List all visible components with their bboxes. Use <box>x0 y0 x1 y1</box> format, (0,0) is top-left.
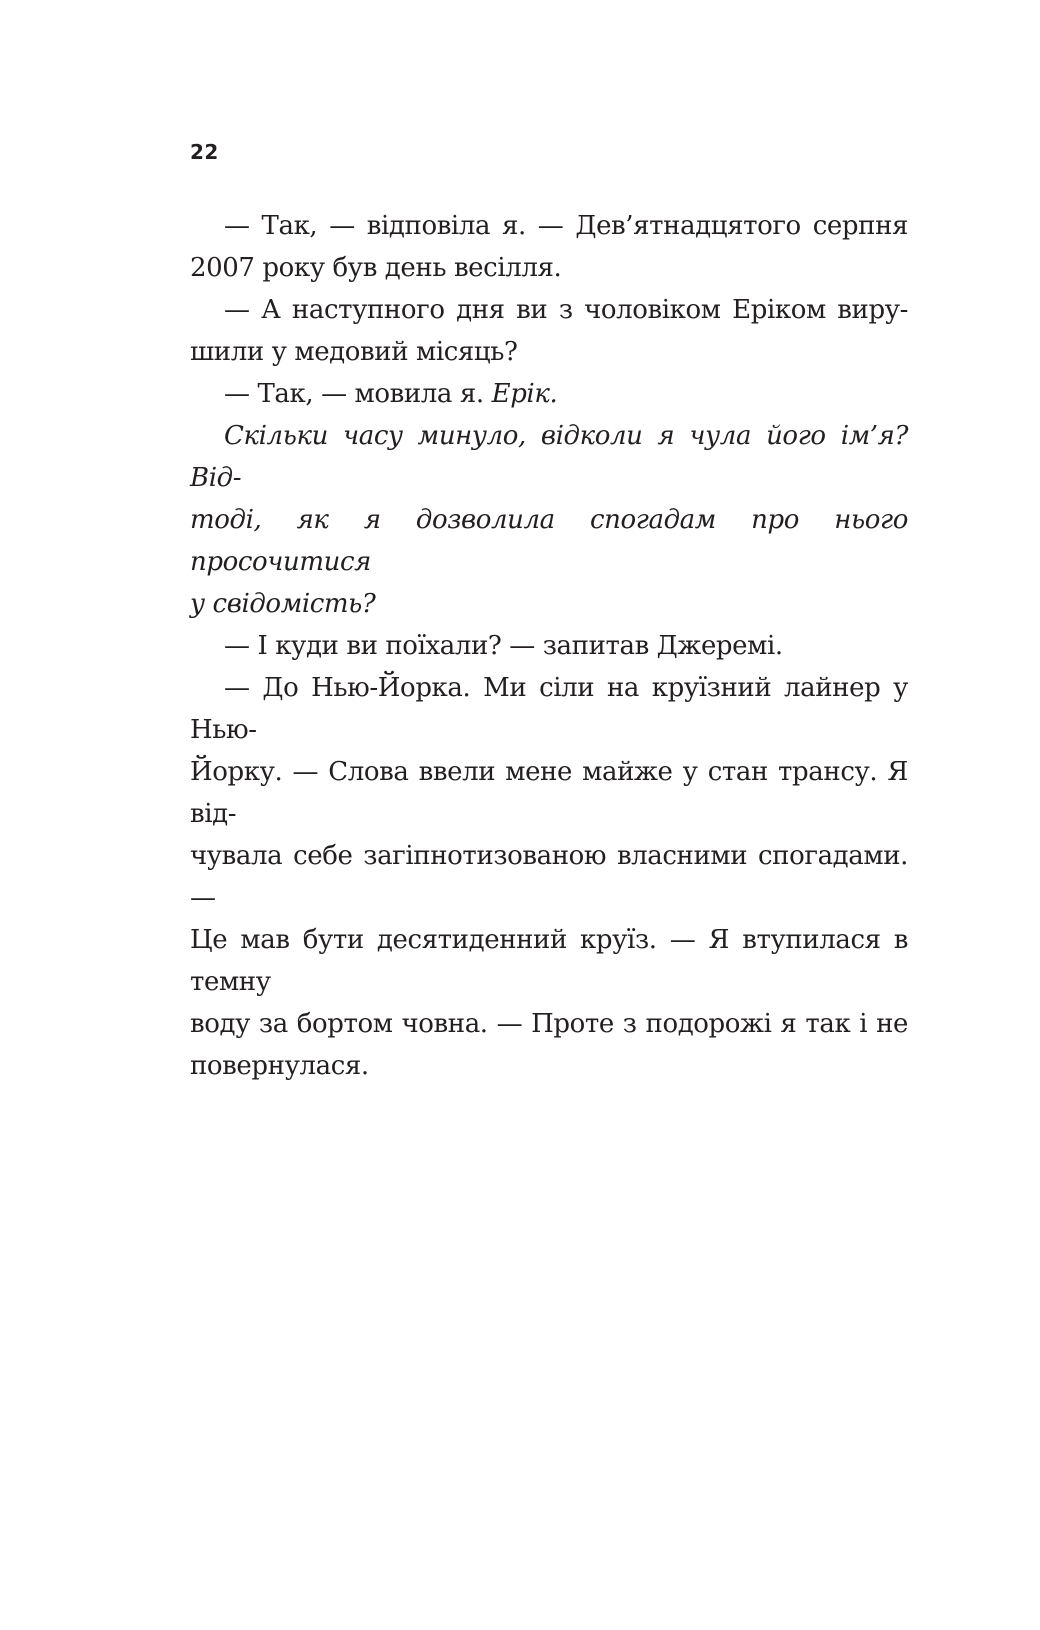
text-run: повернулася. <box>190 1051 369 1081</box>
text-run: шили у медовий місяць? <box>190 337 518 367</box>
text-run: Йорку. — Слова ввели мене майже у стан трансу. Я від- <box>190 757 908 829</box>
text-line <box>190 205 908 247</box>
paragraph <box>190 205 908 289</box>
text-run: — Так, — мовила я. <box>224 379 492 409</box>
text-run: — І куди ви поїхали? — запитав Джеремі. <box>224 631 783 661</box>
text-line <box>190 289 908 331</box>
text-line <box>190 919 908 1003</box>
text-run: воду за бортом човна. — Проте з подорожі я так і не <box>190 1009 908 1039</box>
text-line <box>190 331 908 373</box>
text-run: — А наступного дня ви з чоловіком Еріком виру- <box>224 295 908 325</box>
paragraph <box>190 373 908 415</box>
text-run: 2007 року був день весілля. <box>190 253 562 283</box>
text-line <box>190 751 908 835</box>
text-run: — Так, — відповіла я. — Дев’ятнадцятого серпня <box>224 211 908 241</box>
body-text <box>190 205 908 1087</box>
text-run: чувала себе загіпнотизованою власними спогадами. — <box>190 841 908 913</box>
paragraph <box>190 625 908 667</box>
text-line <box>190 499 908 583</box>
italic-text-run: тоді, як я дозволила спогадам про нього просочитися <box>190 505 908 577</box>
text-line <box>190 625 908 667</box>
italic-text-run: у свідомість? <box>190 589 376 619</box>
text-line <box>190 835 908 919</box>
text-line <box>190 1045 908 1087</box>
paragraph <box>190 667 908 1087</box>
text-line <box>190 1003 908 1045</box>
italic-text-run: Ерік. <box>491 379 558 409</box>
text-line <box>190 583 908 625</box>
text-line <box>190 415 908 499</box>
paragraph <box>190 415 908 625</box>
text-line <box>190 373 908 415</box>
page-number: 22 <box>190 140 219 164</box>
text-run: Це мав бути десятиденний круїз. — Я втупилася в темну <box>190 925 908 997</box>
text-line <box>190 247 908 289</box>
text-line <box>190 667 908 751</box>
paragraph <box>190 289 908 373</box>
text-run: — До Нью-Йорка. Ми сіли на круїзний лайнер у Нью- <box>190 673 908 745</box>
italic-text-run: Скільки часу минуло, відколи я чула його ім’я? Від- <box>190 421 908 493</box>
